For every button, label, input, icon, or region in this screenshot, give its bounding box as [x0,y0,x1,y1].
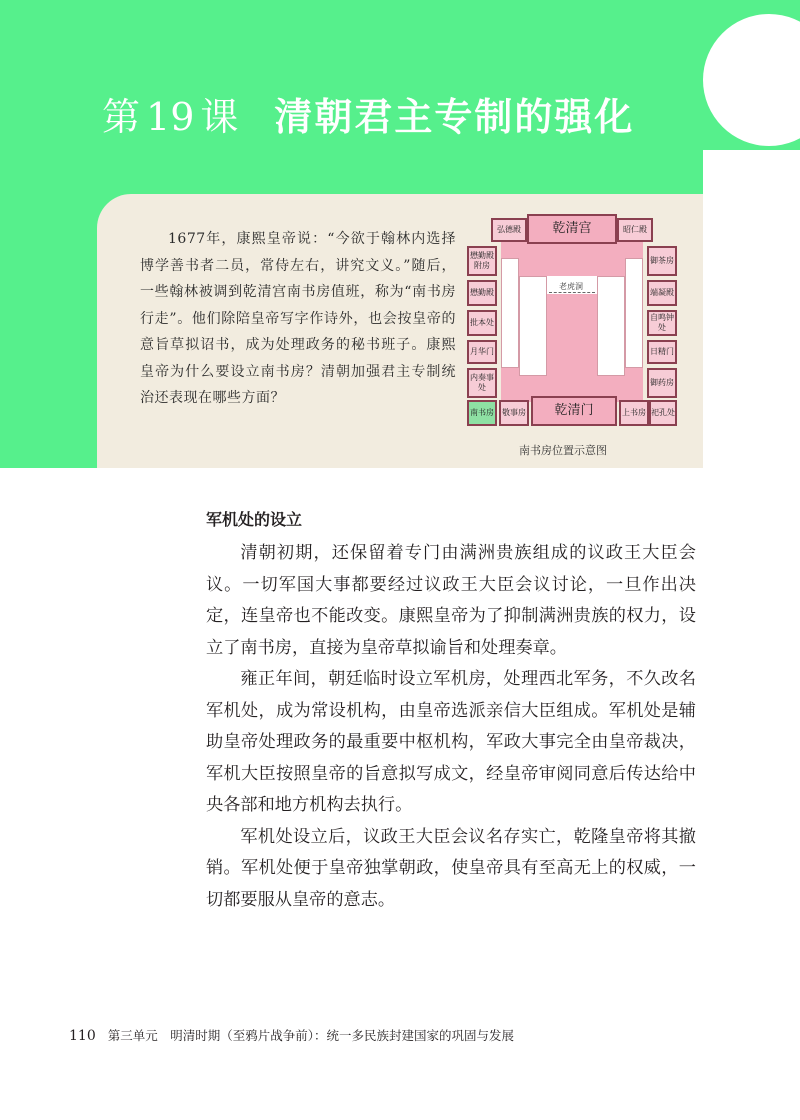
page-number: 110 [69,1028,96,1044]
diagram-shangshufang: 上书房 [619,400,649,426]
diagram-laohudong-line [549,292,595,293]
intro-text: 1677年，康熙皇帝说：“今欲于翰林内选择博学善书者二员，常侍左右，讲究文义。”随后，一些翰林被调到乾清宫南书房值班，称为“南书房行走”。他们除陪皇帝写字作诗外，也会按皇帝的意旨草拟诏书，成为处理政务的秘书班子。康熙皇帝为什么要设立南书房？清朝加强君主专制统治还表现在哪些方面？ [140,231,456,406]
lesson-name: 清朝君主专制的强化 [274,94,635,139]
diagram-hongdedian: 弘德殿 [491,218,527,242]
diagram-chishifang: 敬事房 [499,400,529,426]
diagram-zhaorendian: 昭仁殿 [617,218,653,242]
lesson-number: 19 [146,95,195,139]
diagram-west-yard [519,276,547,376]
lesson-title [102,92,634,142]
diagram-east-corridor [625,258,643,368]
diagram-nanshufang: 南书房 [467,400,497,426]
diagram-west-corridor [501,258,519,368]
lesson-prefix: 第 [102,95,141,139]
diagram-yuehuamen: 月华门 [467,340,497,364]
paragraph-3: 军机处设立后，议政王大臣会议名存实亡，乾隆皇帝将其撤销。军机处便于皇帝独掌朝政，使皇帝具有至高无上的权威，一切都要服从皇帝的意志。 [206,826,696,910]
diagram-rijingmen: 日精门 [647,340,677,364]
section-heading: 军机处的设立 [206,510,303,529]
paragraph-2: 雍正年间，朝廷临时设立军机房，处理西北军务，不久改名军机处，成为常设机构，由皇帝选派亲信大臣组成。军机处是辅助皇帝处理政务的最重要中枢机构，军政大事完全由皇帝裁决，军机大臣按照皇帝的旨意拟写成文，经皇帝审阅同意后传达给中央各部和地方机构去执行。 [206,669,696,815]
diagram-neizoushi: 内奏事处 [467,368,497,398]
diagram-piben: 批本处 [467,310,497,336]
diagram-zimingzhongchu: 自鸣钟处 [647,310,677,336]
diagram-caption: 南书房位置示意图 [519,444,607,457]
section-body [206,538,696,916]
page-footer [69,1026,514,1044]
nanshufang-diagram [467,214,677,426]
diagram-duanningdian-right: 端凝殿 [647,280,677,306]
diagram-duanningdian-fufang: 懋勤殿附房 [467,246,497,276]
lesson-suffix: 课 [200,95,239,139]
diagram-qianqinggong: 乾清宫 [527,214,617,244]
diagram-laohudong-label: 老虎洞 [559,282,583,291]
diagram-yuyaofang: 御药房 [647,368,677,398]
diagram-duanningdian: 懋勤殿 [467,280,497,306]
diagram-yuchafang: 御茶房 [647,246,677,276]
unit-title: 第三单元 明清时期（至鸦片战争前）：统一多民族封建国家的巩固与发展 [107,1028,514,1043]
diagram-east-yard [597,276,625,376]
diagram-bazichu: 祀孔处 [649,400,677,426]
diagram-qianqingmen: 乾清门 [531,396,617,426]
paragraph-1: 清朝初期，还保留着专门由满洲贵族组成的议政王大臣会议。一切军国大事都要经过议政王大臣会议讨论，一旦作出决定，连皇帝也不能改变。康熙皇帝为了抑制满洲贵族的权力，设立了南书房，直接为皇帝草拟谕旨和处理奏章。 [206,543,696,658]
